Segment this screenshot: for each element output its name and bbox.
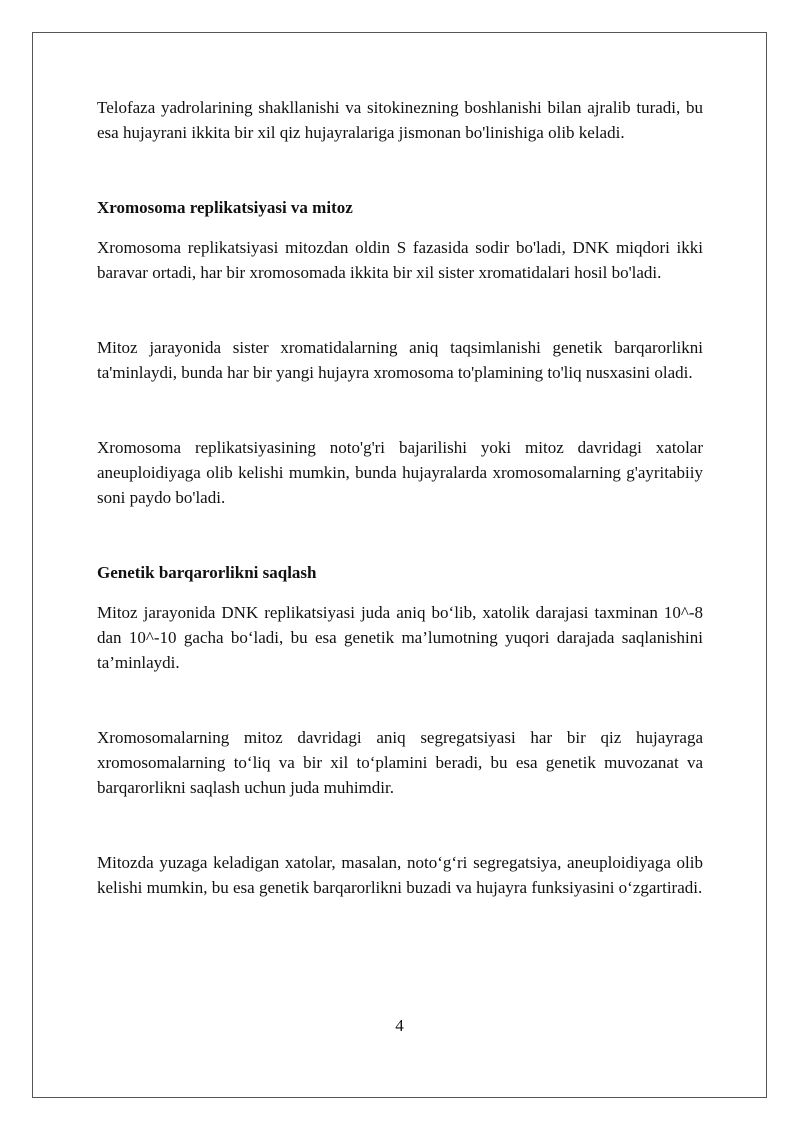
paragraph-replication: Xromosoma replikatsiyasi mitozdan oldin S fazasida sodir bo'ladi, DNK miqdori ikki baravar ortadi, har bir xromosomada ikkita bir xil sister xromatidalari hosil bo'ladi. <box>97 238 703 282</box>
section-heading-stability: Genetik barqarorlikni saqlash <box>97 563 317 582</box>
paragraph-mitosis-errors: Mitozda yuzaga keladigan xatolar, masalan, noto‘g‘ri segregatsiya, aneuploidiyaga olib kelishi mumkin, bu esa genetik barqarorlikni buzadi va hujayra funksiyasini o‘zgartiradi. <box>97 853 703 897</box>
page-number: 4 <box>395 1016 404 1035</box>
document-page <box>32 32 767 1098</box>
section-heading-replication: Xromosoma replikatsiyasi va mitoz <box>97 198 353 217</box>
page-content <box>97 95 703 900</box>
paragraph-telofaza: Telofaza yadrolarining shakllanishi va sitokinezning boshlanishi bilan ajralib turadi, bu esa hujayrani ikkita bir xil qiz hujayralariga jismonan bo'linishiga olib keladi. <box>97 98 703 142</box>
paragraph-chromatid-distribution: Mitoz jarayonida sister xromatidalarning aniq taqsimlanishi genetik barqarorlikni ta'minlaydi, bunda har bir yangi hujayra xromosoma to'plamining to'liq nusxasini oladi. <box>97 338 703 382</box>
paragraph-replication-errors: Xromosoma replikatsiyasining noto'g'ri bajarilishi yoki mitoz davridagi xatolar aneuploidiyaga olib kelishi mumkin, bunda hujayralarda xromosomalarning g'ayritabiiy soni paydo bo'ladi. <box>97 438 703 507</box>
paragraph-segregation: Xromosomalarning mitoz davridagi aniq segregatsiyasi har bir qiz hujayraga xromosomalarning to‘liq va bir xil to‘plamini beradi, bu esa genetik muvozanat va barqarorlikni saqlash uchun juda muhimdir. <box>97 728 703 797</box>
paragraph-dna-accuracy: Mitoz jarayonida DNK replikatsiyasi juda aniq bo‘lib, xatolik darajasi taxminan 10^-8 dan 10^-10 gacha bo‘ladi, bu esa genetik ma’lumotning yuqori darajada saqlanishini ta’minlaydi. <box>97 603 703 672</box>
